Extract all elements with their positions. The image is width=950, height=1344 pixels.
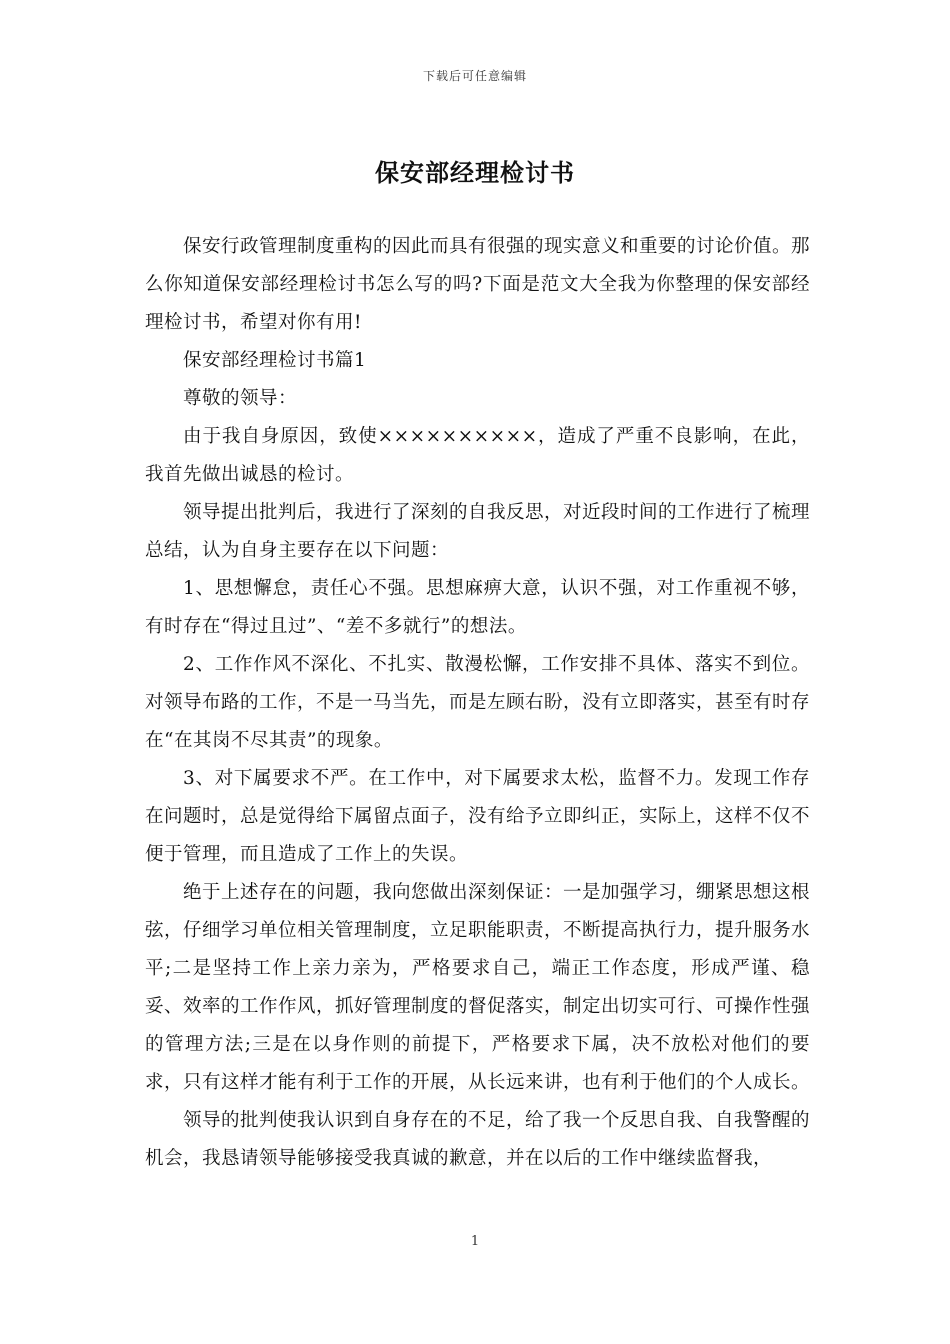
header-note: 下载后可任意编辑	[422, 69, 527, 83]
issue-item-3: 3、对下属要求不严。在工作中，对下属要求太松，监督不力。发现工作存在问题时，总是觉得给下属留点面子，没有给予立即纠正，实际上，这样不仅不便于管理，而且造成了工作上的失误。	[145, 768, 811, 865]
body-paragraph: 领导的批判使我认识到自身存在的不足，给了我一个反思自我、自我警醒的机会，我恳请领导能够接受我真诚的歉意，并在以后的工作中继续监督我，	[145, 1110, 811, 1169]
body-paragraph: 绝于上述存在的问题，我向您做出深刻保证：一是加强学习，绷紧思想这根弦，仔细学习单位相关管理制度，立足职能职责，不断提高执行力，提升服务水平;二是坚持工作上亲力亲为，严格要求自己，端正工作态度，形成严谨、稳妥、效率的工作作风，抓好管理制度的督促落实，制定出切实可行、可操作性强的管理方法;三是在以身作则的前提下，严格要求下属，决不放松对他们的要求，只有这样才能有利于工作的开展，从长远来讲，也有利于他们的个人成长。	[145, 882, 811, 1093]
salutation: 尊敬的领导：	[183, 388, 298, 409]
document-body	[145, 228, 810, 1178]
body-paragraph: 由于我自身原因，致使××××××××××，造成了严重不良影响，在此，我首先做出诚恳的检讨。	[145, 426, 810, 485]
issue-item-2: 2、工作作风不深化、不扎实、散漫松懈，工作安排不具体、落实不到位。对领导布路的工作，不是一马当先，而是左顾右盼，没有立即落实，甚至有时存在“在其岗不尽其责”的现象。	[145, 654, 811, 751]
section-heading: 保安部经理检讨书篇1	[183, 350, 367, 371]
body-paragraph: 领导提出批判后，我进行了深刻的自我反思，对近段时间的工作进行了梳理总结，认为自身主要存在以下问题：	[145, 502, 811, 561]
issue-item-1: 1、思想懈怠，责任心不强。思想麻痹大意，认识不强，对工作重视不够，有时存在“得过且过”、“差不多就行”的想法。	[145, 578, 810, 637]
intro-paragraph: 保安行政管理制度重构的因此而具有很强的现实意义和重要的讨论价值。那么你知道保安部经理检讨书怎么写的吗?下面是范文大全我为你整理的保安部经理检讨书，希望对你有用!	[145, 236, 811, 333]
page-title: 保安部经理检讨书	[375, 158, 575, 187]
page-number: 1	[470, 1234, 480, 1249]
